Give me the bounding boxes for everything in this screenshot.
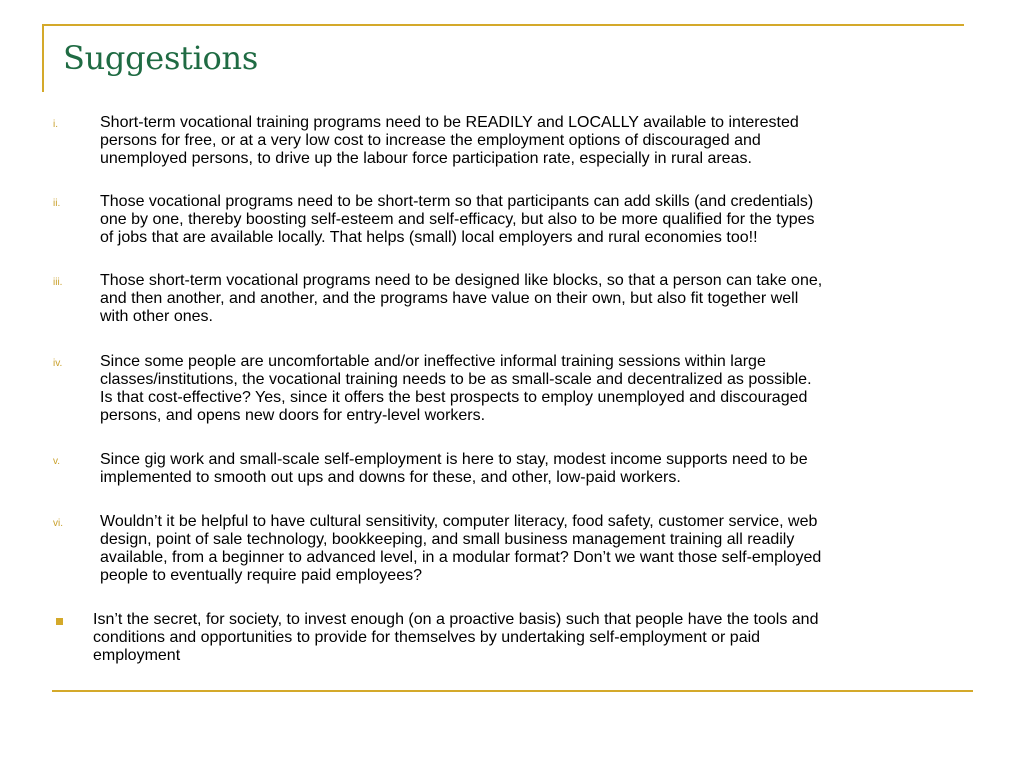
- text-line: Those short-term vocational programs need to be designed like blocks, so that a person can take one,: [100, 272, 823, 289]
- text-line: Those vocational programs need to be short-term so that participants can add skills (and credentials): [100, 193, 814, 210]
- list-marker: i.: [53, 119, 58, 130]
- text-line: classes/institutions, the vocational training needs to be as small-scale and decentralized as possible.: [100, 371, 812, 388]
- text-line: design, point of sale technology, bookkeeping, and small business management training all readily: [100, 531, 795, 548]
- bottom-divider: [52, 690, 973, 692]
- text-line: unemployed persons, to drive up the labour force participation rate, especially in rural areas.: [100, 150, 752, 167]
- list-item-text: [100, 114, 799, 168]
- list-marker: iii.: [53, 277, 63, 288]
- list-item-text: [100, 272, 822, 326]
- list-marker: vi.: [53, 518, 63, 529]
- text-line: Wouldn’t it be helpful to have cultural sensitivity, computer literacy, food safety, customer service, web: [100, 513, 818, 530]
- text-line: persons for free, or at a very low cost to increase the employment options of discouraged and: [100, 132, 761, 149]
- list-item-text: [100, 353, 812, 425]
- list-item-text: [100, 451, 808, 487]
- list-marker: iv.: [53, 358, 63, 369]
- text-line: of jobs that are available locally. That helps (small) local employers and rural economies too!!: [100, 229, 758, 246]
- text-line: Since gig work and small-scale self-employment is here to stay, modest income supports need to be: [100, 451, 808, 468]
- list-item-text: [100, 193, 815, 247]
- text-line: with other ones.: [100, 308, 213, 325]
- slide-title: Suggestions: [63, 39, 258, 77]
- text-line: implemented to smooth out ups and downs for these, and other, low-paid workers.: [100, 469, 681, 486]
- text-line: one by one, thereby boosting self-esteem and self-efficacy, but also to be more qualified for the types: [100, 211, 815, 228]
- text-line: conditions and opportunities to provide for themselves by undertaking self-employment or paid: [93, 629, 761, 646]
- text-line: employment: [93, 647, 181, 664]
- square-bullet-icon: [56, 618, 63, 625]
- text-line: Isn’t the secret, for society, to invest enough (on a proactive basis) such that people have the tools and: [93, 611, 819, 628]
- text-line: available, from a beginner to advanced level, in a modular format? Don’t we want those self-employed: [100, 549, 822, 566]
- bullet-item-text: [93, 611, 818, 665]
- list-marker: ii.: [53, 198, 61, 209]
- text-line: persons, and opens new doors for entry-level workers.: [100, 407, 486, 424]
- text-line: Is that cost-effective? Yes, since it offers the best prospects to employ unemployed and discouraged: [100, 389, 808, 406]
- list-item-text: [100, 513, 821, 585]
- text-line: people to eventually require paid employees?: [100, 567, 422, 584]
- left-divider: [42, 24, 44, 92]
- text-line: Since some people are uncomfortable and/or ineffective informal training sessions within large: [100, 353, 766, 370]
- text-line: Short-term vocational training programs need to be READILY and LOCALLY available to interested: [100, 114, 799, 131]
- top-divider: [42, 24, 964, 26]
- list-marker: v.: [53, 456, 61, 467]
- text-line: and then another, and another, and the programs have value on their own, but also fit together well: [100, 290, 799, 307]
